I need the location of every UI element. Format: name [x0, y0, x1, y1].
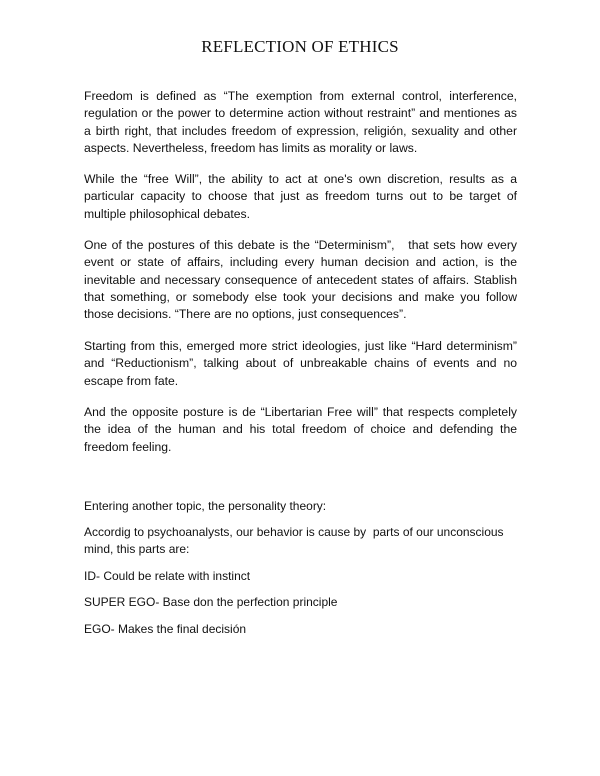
paragraph-hard-determinism: Starting from this, emerged more strict ideologies, just like “Hard determinism” and “Reductionism”, talking about of unbreakable chains of events and no escape from fate.: [84, 339, 517, 388]
document-title: REFLECTION OF ETHICS: [201, 37, 399, 56]
paragraph-determinism: One of the postures of this debate is the “Determinism”, that sets how every event or state of affairs, including every human decision and action, is the inevitable and necessary consequence of antecedent states of affairs. Stablish that something, or somebody else took your decisions and make you follow those decisions. “There are no options, just consequences”.: [84, 238, 517, 322]
personality-item-id: ID- Could be relate with instinct: [84, 569, 251, 583]
personality-intro: Entering another topic, the personality theory:: [84, 499, 327, 513]
personality-lead: Accordig to psychoanalysts, our behavior is cause by parts of our unconscious mind, this parts are:: [84, 525, 504, 556]
paragraph-freedom-definition: Freedom is defined as “The exemption from external control, interference, regulation or the power to determine action without restraint” and mentiones as a birth right, that includes freedom of expression, religión, sexuality and other aspects. Nevertheless, freedom has limits as morality or laws.: [84, 89, 517, 155]
paragraph-libertarian-free-will: And the opposite posture is de “Libertarian Free will” that respects completely the idea of the human and his total freedom of choice and defending the freedom feeling.: [84, 405, 517, 454]
paragraph-free-will: While the “free Will”, the ability to act at one's own discretion, results as a particular capacity to choose that just as freedom turns out to be target of multiple philosophical debates.: [84, 172, 517, 221]
personality-item-ego: EGO- Makes the final decisión: [84, 622, 247, 636]
personality-item-super-ego: SUPER EGO- Base don the perfection principle: [84, 595, 338, 609]
